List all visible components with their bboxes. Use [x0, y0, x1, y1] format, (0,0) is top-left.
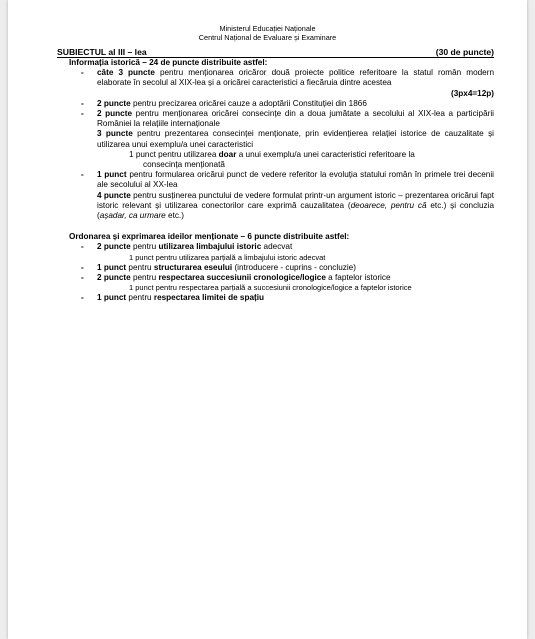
center-name: Centrul Național de Evaluare și Examinare — [198, 33, 337, 42]
item-text: pentru — [130, 242, 159, 252]
criterion-label: respectarea limitei de spațiu — [153, 293, 265, 303]
item-text: etc.) și concluzia ( — [97, 200, 494, 221]
item-text: adecvat — [261, 242, 293, 252]
item-text: pentru precizarea oricărei cauze a adoptării Constituției din 1866 — [130, 98, 367, 108]
list-item — [57, 129, 494, 149]
points-label: 1 punct — [97, 293, 127, 303]
bullet: - — [81, 273, 84, 283]
conclusion-examples: așadar, ca urmare — [99, 211, 166, 221]
list-item — [57, 293, 494, 303]
criterion-label: respectarea succesiunii cronologice/logice — [158, 273, 326, 283]
sub-item-text: a unui exemplu/a unei caracteristici referitoare la — [236, 149, 415, 159]
criterion-label: structurarea eseului — [153, 262, 233, 272]
list-item — [57, 191, 494, 222]
criterion-label: utilizarea limbajului istoric — [158, 242, 262, 252]
list-item — [57, 170, 494, 190]
item-text: pentru menționarea oricăror două proiecte politice referitoare la statul român modern elaborate în secolul al XIX-lea și a oricărei caracteristici a fiecăruia dintre acestea — [97, 68, 495, 88]
bullet: - — [81, 293, 84, 303]
bullet: - — [81, 170, 84, 180]
sub-item-bold: doar — [218, 149, 237, 159]
item-text: pentru — [130, 273, 159, 283]
points-label: 2 puncte — [97, 242, 131, 252]
subject-heading — [57, 47, 494, 58]
sub-item: 1 punct pentru respectarea parțială a succesiunii cronologice/logice a faptelor istorice — [129, 283, 412, 293]
list-item — [57, 109, 494, 129]
document-header — [8, 24, 527, 42]
item-text: pentru susținerea punctului de vedere formulat printr-un argument istoric – prezentarea oricărui fapt istoric relevant și utilizarea conectorilor care exprimă cauzalitatea ( — [97, 190, 494, 210]
list-item — [57, 263, 494, 273]
bullet: - — [81, 262, 84, 272]
item-text: a faptelor istorice — [325, 273, 391, 283]
list-item — [57, 99, 494, 109]
points-label: 2 puncte — [97, 98, 131, 108]
list-item — [57, 273, 494, 283]
info-section-title: Informația istorică – 24 de puncte distribuite astfel: — [69, 58, 268, 67]
item-text: pentru prezentarea consecinței menționate, prin evidențierea relației istorice de cauzalitate și utilizarea unui exemplu/a unei caracteristici — [97, 129, 494, 149]
grading-content — [57, 58, 494, 304]
points-formula: (3px4=12p) — [450, 88, 494, 98]
bullet: - — [81, 68, 84, 78]
order-section-title: Ordonarea și exprimarea ideilor menționate – 6 puncte distribuite astfel: — [69, 232, 350, 242]
list-item — [57, 242, 494, 252]
bullet: - — [81, 109, 84, 119]
connector-examples: deoarece, pentru că — [350, 200, 427, 210]
document-page — [8, 0, 527, 639]
sub-item: 1 punct pentru utilizarea parțială a limbajului istoric adecvat — [129, 252, 326, 262]
item-text: pentru formularea oricărui punct de vedere referitor la evoluția statului român în primele trei decenii ale secolului al XX-lea — [97, 170, 494, 190]
points-label: câte 3 puncte — [97, 68, 155, 78]
subject-points: (30 de puncte) — [435, 47, 494, 57]
list-item — [57, 68, 494, 88]
points-label: 4 puncte — [97, 190, 131, 200]
item-text: pentru — [126, 262, 154, 272]
bullet: - — [81, 98, 84, 108]
item-text: pentru — [126, 293, 154, 303]
points-label: 2 puncte — [97, 109, 133, 119]
subject-title: SUBIECTUL al III – lea — [57, 47, 147, 57]
ministry-name: Ministerul Educației Naționale — [219, 24, 316, 33]
points-label: 2 puncte — [97, 273, 131, 283]
points-label: 1 punct — [97, 170, 127, 180]
item-text: pentru menționarea oricărei consecințe din a doua jumătate a secolului al XIX-lea a participării României la relațiile internaționale — [97, 109, 494, 129]
bullet: - — [81, 242, 84, 252]
points-label: 3 puncte — [97, 129, 133, 139]
sub-item-text: 1 punct pentru utilizarea — [129, 149, 219, 159]
sub-item-continuation: consecința menționată — [143, 160, 225, 170]
item-text: etc.) — [165, 211, 184, 221]
item-text: (introducere - cuprins - concluzie) — [232, 262, 356, 272]
points-label: 1 punct — [97, 262, 127, 272]
sub-item — [57, 150, 494, 160]
